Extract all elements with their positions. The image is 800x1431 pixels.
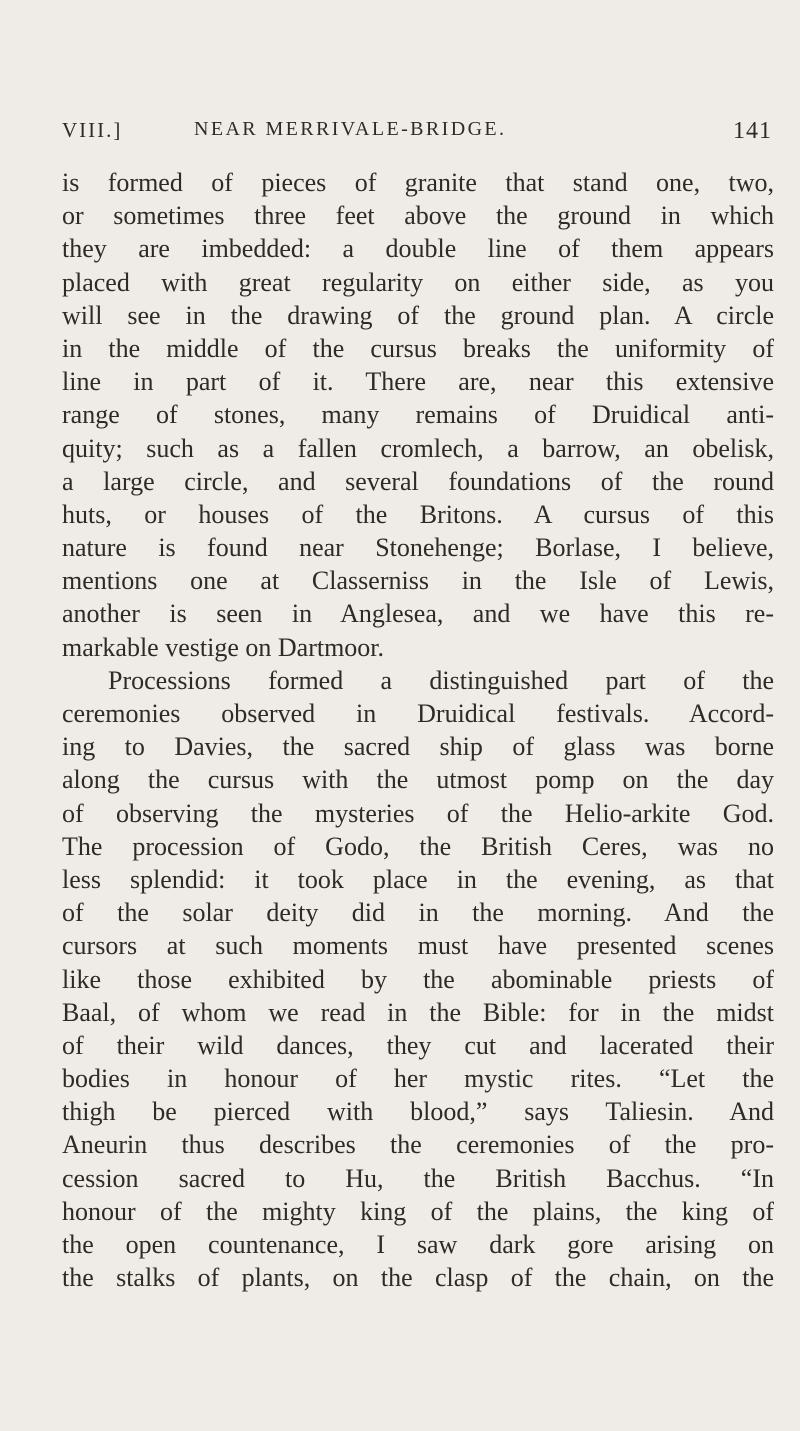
body-text [62, 166, 774, 1294]
text-line: mentions one at Classerniss in the Isle of Lewis, [62, 566, 774, 596]
text-line: huts, or houses of the Britons. A cursus of this [62, 499, 774, 529]
text-line: ing to Davies, the sacred ship of glass was borne [62, 732, 774, 762]
text-line: of observing the mysteries of the Helio-arkite God. [62, 798, 774, 828]
text-line: another is seen in Anglesea, and we have this re- [62, 599, 774, 629]
text-line: honour of the mighty king of the plains, the king of [62, 1196, 774, 1226]
paragraph-start-line: Processions formed a distinguished part of the [108, 665, 774, 695]
text-line: thigh be pierced with blood,” says Taliesin. And [62, 1097, 774, 1127]
text-line: of the solar deity did in the morning. And the [62, 898, 774, 928]
text-line: of their wild dances, they cut and lacerated their [62, 1030, 774, 1060]
text-line: will see in the drawing of the ground plan. A circle [62, 300, 774, 330]
text-line: The procession of Godo, the British Ceres, was no [62, 831, 774, 861]
text-line: they are imbedded: a double line of them appears [62, 234, 774, 264]
text-line: ceremonies observed in Druidical festivals. Accord- [62, 699, 774, 728]
text-line: less splendid: it took place in the evening, as that [62, 864, 774, 894]
paragraph-end-line: markable vestige on Dartmoor. [62, 632, 385, 662]
text-line: like those exhibited by the abominable priests of [62, 964, 774, 994]
text-line: nature is found near Stonehenge; Borlase, I believe, [62, 533, 774, 563]
text-line: Baal, of whom we read in the Bible: for in the midst [62, 997, 774, 1027]
text-line: a large circle, and several foundations of the round [62, 466, 774, 496]
chapter-marker: VIII.] [62, 118, 123, 142]
page-number: 141 [733, 118, 772, 144]
text-line: bodies in honour of her mystic rites. “Let the [62, 1064, 774, 1094]
text-line: in the middle of the cursus breaks the uniformity of [62, 333, 774, 363]
running-title: NEAR MERRIVALE-BRIDGE. [194, 118, 507, 140]
text-line: cession sacred to Hu, the British Bacchus. “In [62, 1163, 774, 1193]
text-line: line in part of it. There are, near this extensive [62, 367, 774, 397]
text-line: quity; such as a fallen cromlech, a barrow, an obelisk, [62, 433, 774, 463]
running-head [62, 118, 772, 150]
text-line: is formed of pieces of granite that stand one, two, [62, 168, 774, 197]
text-line: range of stones, many remains of Druidical anti- [62, 400, 774, 430]
text-line: cursors at such moments must have presented scenes [62, 931, 774, 961]
text-line: the open countenance, I saw dark gore arising on [62, 1230, 774, 1259]
text-line: the stalks of plants, on the clasp of the chain, on the [62, 1263, 774, 1293]
text-line: placed with great regularity on either side, as you [62, 267, 774, 297]
text-line: Aneurin thus describes the ceremonies of the pro- [62, 1130, 774, 1160]
text-line: or sometimes three feet above the ground in which [62, 201, 774, 231]
text-line: along the cursus with the utmost pomp on the day [62, 765, 774, 795]
